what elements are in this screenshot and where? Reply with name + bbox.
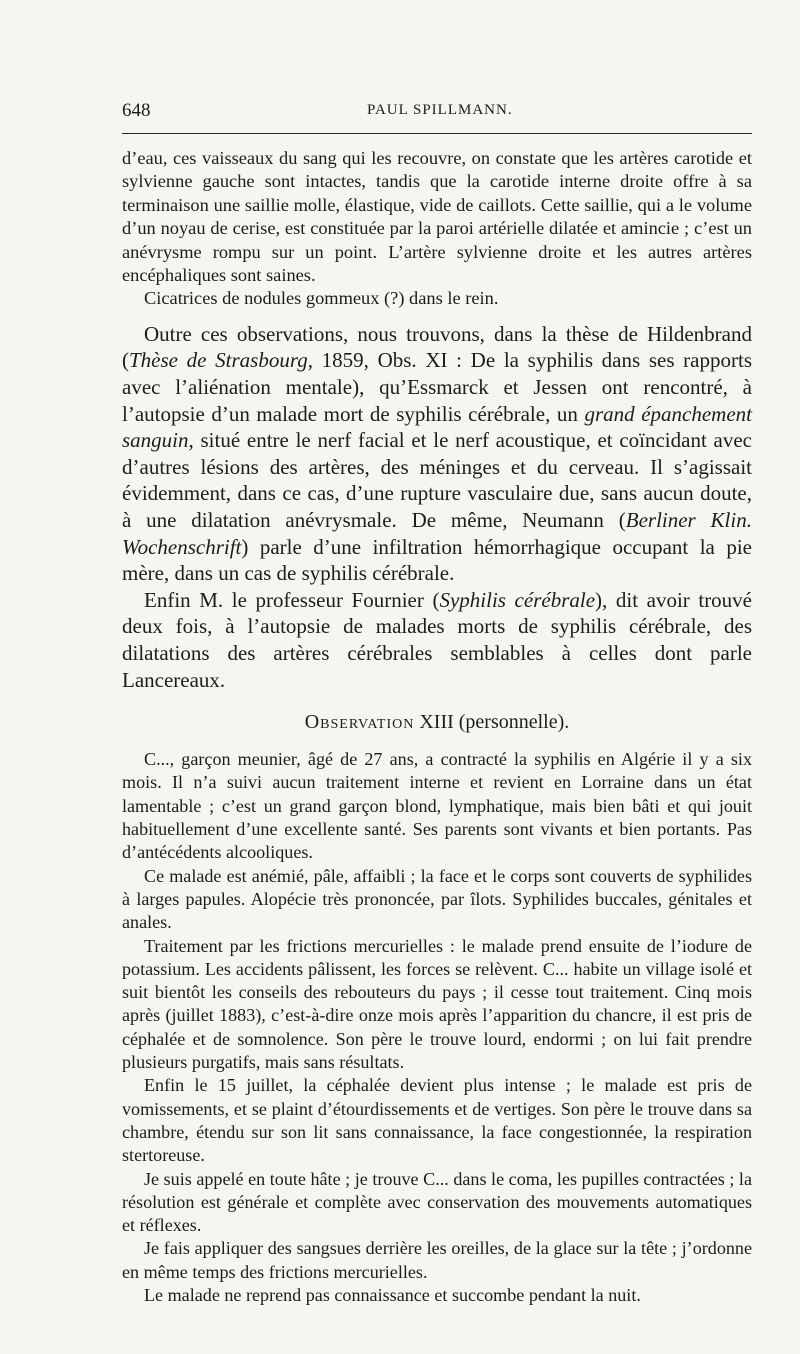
observation-paragraph: Le malade ne reprend pas connaissance et succombe pendant la nuit. [144, 1284, 641, 1305]
page-number: 648 [122, 100, 151, 121]
paragraph-fournier: Enfin M. le professeur Fournier (Syphilis cérébrale), dit avoir trouvé deux fois, à l’autopsie de malades morts de syphilis cérébrale, des dilatations des artères cérébrales semblables à celles dont parle Lancereaux. [122, 587, 753, 692]
citation-berliner-klin: Berliner Klin. Wochenschrift [122, 508, 752, 559]
observation-paragraph: C..., garçon meunier, âgé de 27 ans, a contracté la syphilis en Algérie il y a six mois. Il n’a suivi aucun traitement interne et revient en Lorraine dans un état lamentable ; c’est un grand garçon blond, lymphatique, mais bien bâti et qui jouit habituellement d’une excellente santé. Ses parents sont vivants et bien portants. Pas d’antécédents alcooliques. [122, 749, 752, 863]
paragraph-hildenbrand: Outre ces observations, nous trouvons, dans la thèse de Hildenbrand (Thèse de Strasbourg, 1859, Obs. XI : De la syphilis dans ses rapports avec l’aliénation mentale), qu’Essmarck et Jessen ont rencontré, à l’autopsie d’un malade mort de syphilis cérébrale, un grand épanchement sanguin, situé entre le nerf facial et le nerf acoustique, et coïncidant avec d’autres lésions des artères, des méninges et du cerveau. Il s’agissait évidemment, dans ce cas, d’une rupture vasculaire due, sans aucun doute, à une dilatation anévrysmale. De même, Neumann (Berliner Klin. Wochenschrift) parle d’une infiltration hémorrhagique occupant la pie mère, dans un cas de syphilis cérébrale. [122, 321, 752, 586]
autopsy-note: Cicatrices de nodules gommeux (?) dans le rein. [144, 288, 499, 309]
observation-heading [122, 711, 752, 734]
autopsy-continuation [122, 147, 752, 311]
observation-paragraph: Traitement par les frictions mercurielles : le malade prend ensuite de l’iodure de potassium. Les accidents pâlissent, les forces se relèvent. C... habite un village isolé et suit bientôt les conseils des rebouteurs du pays ; il cesse tout traitement. Cinq mois après (juillet 1883), c’est-à-dire onze mois après l’apparition du chancre, il est pris de céphalée et de somnolence. Son père le trouve lourd, endormi ; on lui fait prendre plusieurs purgatifs, mais sans résultats. [122, 935, 752, 1073]
citation-these-strasbourg: Thèse de Strasbourg [129, 348, 308, 373]
autopsy-paragraph: d’eau, ces vaisseaux du sang qui les recouvre, on constate que les artères carotide et sylvienne gauche sont intactes, tandis que la carotide interne droite offre à sa terminaison une saillie molle, élastique, vide de caillots. Cette saillie, qui a le volume d’un noyau de cerise, est constituée par la paroi artérielle dilatée et amincie ; c’est un anévrysme rompu sur un point. L’artère sylvienne droite et les autres artères encéphaliques sont saines. [122, 148, 752, 286]
observation-body [122, 748, 752, 1307]
citation-syphilis-cerebrale: Syphilis cérébrale [439, 587, 596, 612]
observation-number: XIII (personnelle). [419, 711, 570, 734]
page-header [122, 100, 752, 130]
observation-paragraph: Ce malade est anémié, pâle, affaibli ; la face et le corps sont couverts de syphilides à larges papules. Alopécie très prononcée, par îlots. Syphilides buccales, génitales et anales. [122, 865, 752, 933]
running-head: PAUL SPILLMANN. [367, 102, 513, 118]
observation-paragraph: Enfin le 15 juillet, la céphalée devient plus intense ; le malade est pris de vomissements, et se plaint d’étourdissements et de vertiges. Son père le trouve dans sa chambre, étendu sur son lit sans connaissance, la face congestionnée, la respiration stertoreuse. [122, 1075, 752, 1166]
page-content [122, 147, 752, 1307]
observation-label: Observation [304, 711, 415, 734]
header-rule [122, 133, 752, 134]
emphasis-grand-epanchement: grand épanchement sanguin [122, 401, 752, 453]
observation-paragraph: Je suis appelé en toute hâte ; je trouve C... dans le coma, les pupilles contractées ; la résolution est générale et complète avec conservation des mouvements automatiques et réflexes. [122, 1168, 752, 1236]
observation-paragraph: Je fais appliquer des sangsues derrière les oreilles, de la glace sur la tête ; j’ordonne en même temps des frictions mercurielles. [122, 1238, 752, 1282]
main-text [122, 321, 752, 693]
